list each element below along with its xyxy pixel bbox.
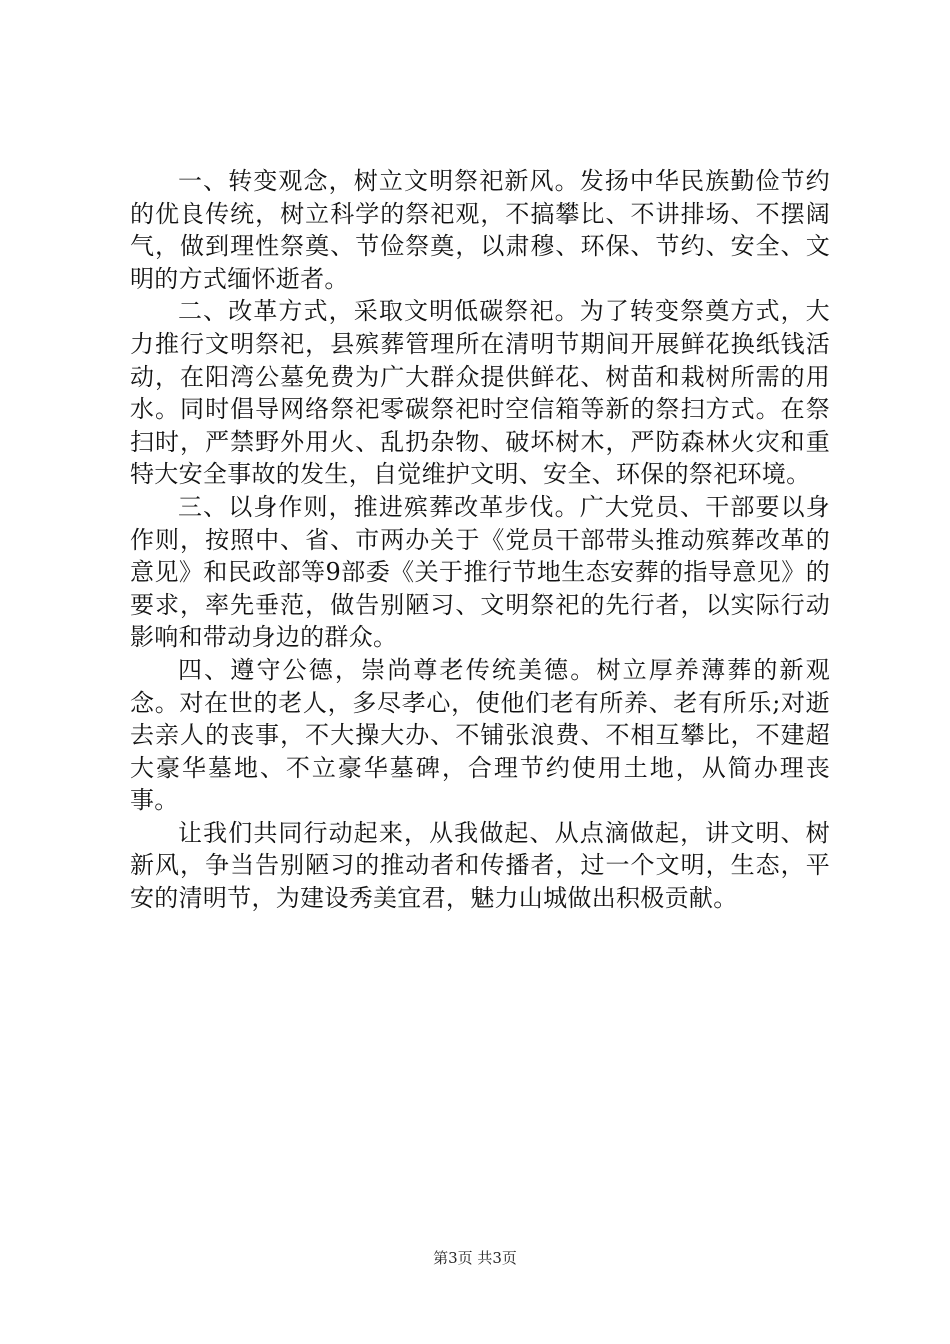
paragraph-1: 一、转变观念，树立文明祭祀新风。发扬中华民族勤俭节约的优良传统，树立科学的祭祀观，不搞攀比、不讲排场、不摆阔气，做到理性祭奠、节俭祭奠，以肃穆、环保、节约、安全、文明的方式缅怀逝者。 — [130, 167, 830, 293]
paragraph-3: 三、以身作则，推进殡葬改革步伐。广大党员、干部要以身作则，按照中、省、市两办关于《党员干部带头推动殡葬改革的意见》和民政部等9部委《关于推行节地生态安葬的指导意见》的要求，率先垂范，做告别陋习、文明祭祀的先行者，以实际行动影响和带动身边的群众。 — [130, 492, 830, 652]
paragraph-5: 让我们共同行动起来，从我做起、从点滴做起，讲文明、树新风，争当告别陋习的推动者和传播者，过一个文明，生态，平安的清明节，为建设秀美宜君，魅力山城做出积极贡献。 — [130, 818, 830, 913]
paragraph-2: 二、改革方式，采取文明低碳祭祀。为了转变祭奠方式，大力推行文明祭祀，县殡葬管理所在清明节期间开展鲜花换纸钱活动，在阳湾公墓免费为广大群众提供鲜花、树苗和栽树所需的用水。同时倡导网络祭祀零碳祭祀时空信箱等新的祭扫方式。在祭扫时，严禁野外用火、乱扔杂物、破坏树木，严防森林火灾和重特大安全事故的发生，自觉维护文明、安全、环保的祭祀环境。 — [130, 297, 830, 489]
page-footer: 第3页 共3页 — [433, 1249, 517, 1267]
document-body — [130, 165, 830, 915]
paragraph-4: 四、遵守公德，崇尚尊老传统美德。树立厚养薄葬的新观念。对在世的老人，多尽孝心，使他们老有所养、老有所乐;对逝去亲人的丧事，不大操大办、不铺张浪费、不相互攀比，不建超大豪华墓地、不立豪华墓碑，合理节约使用土地，从简办理丧事。 — [130, 655, 830, 815]
